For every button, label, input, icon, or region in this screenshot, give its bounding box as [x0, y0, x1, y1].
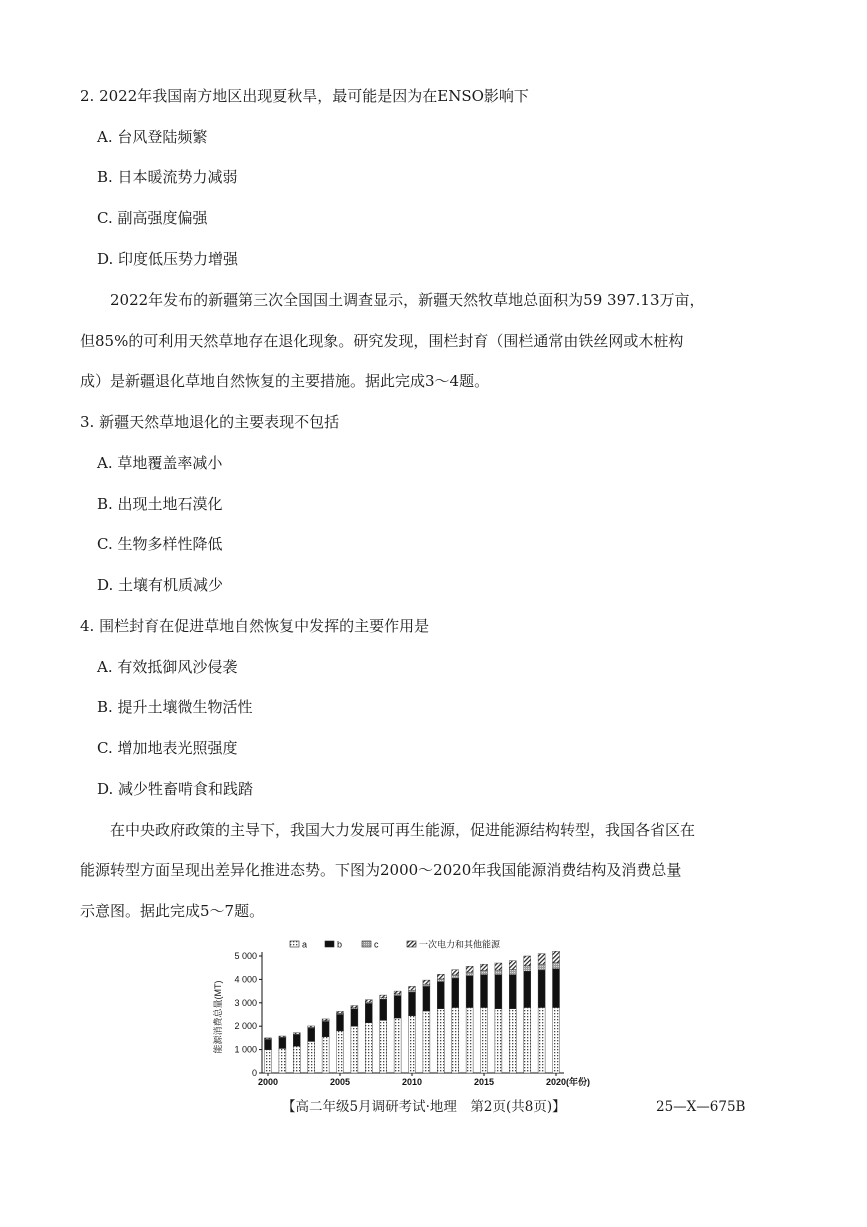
- bar-segment-b: [409, 992, 416, 1015]
- bar-segment-一次电力和其他能源: [409, 986, 416, 990]
- passage-1-line-2: 但85%的可利用天然草地存在退化现象。研究发现，围栏封育（围栏通常由铁丝网或木桩构: [80, 332, 684, 350]
- question-4-stem: 4. 围栏封育在促进草地自然恢复中发挥的主要作用是: [80, 617, 430, 635]
- bar-segment-a: [365, 1023, 372, 1073]
- bar-segment-b: [308, 1028, 315, 1041]
- y-tick-label: 0: [251, 1068, 257, 1078]
- passage-1-line-3: 成）是新疆退化草地自然恢复的主要措施。据此完成3～4题。: [80, 372, 490, 390]
- exam-code: 25—X—675B: [656, 1099, 746, 1115]
- bar-segment-a: [279, 1048, 286, 1073]
- y-tick-label: 5 000: [234, 951, 257, 961]
- legend-swatch-a: [290, 941, 299, 947]
- q4-option-c: C. 增加地表光照强度: [97, 739, 238, 757]
- bar-segment-一次电力和其他能源: [265, 1038, 272, 1039]
- bar-segment-b: [322, 1022, 329, 1037]
- y-axis: [234, 951, 262, 1078]
- legend-label-b: b: [337, 939, 343, 950]
- x-tick-label: 2010: [401, 1077, 423, 1087]
- bar-series: [265, 951, 560, 1073]
- bar-segment-一次电力和其他能源: [538, 954, 545, 965]
- y-axis-label: 能源消费总量(MT): [213, 980, 223, 1054]
- q2-option-d: D. 印度低压势力增强: [97, 250, 239, 268]
- q2-option-b: B. 日本暖流势力减弱: [97, 168, 238, 186]
- bar-segment-b: [524, 971, 531, 1007]
- question-3-stem: 3. 新疆天然草地退化的主要表现不包括: [80, 413, 340, 431]
- q4-option-b: B. 提升土壤微生物活性: [97, 698, 253, 716]
- bar-segment-一次电力和其他能源: [452, 970, 459, 975]
- energy-consumption-chart: [212, 938, 632, 1090]
- passage-2-line-2: 能源转型方面呈现出差异化推进态势。下图为2000～2020年我国能源消费结构及消费总量: [80, 861, 682, 879]
- bar-segment-一次电力和其他能源: [394, 991, 401, 994]
- bar-segment-c: [466, 972, 473, 976]
- bar-segment-一次电力和其他能源: [365, 1000, 372, 1002]
- bar-segment-b: [265, 1040, 272, 1050]
- bar-segment-b: [293, 1035, 300, 1046]
- bar-segment-a: [423, 1011, 430, 1073]
- q3-option-c: C. 生物多样性降低: [97, 535, 223, 553]
- bar-segment-c: [538, 964, 545, 970]
- legend-label-c: c: [374, 939, 379, 950]
- bar-segment-a: [265, 1050, 272, 1073]
- bar-segment-a: [524, 1007, 531, 1073]
- bar-segment-一次电力和其他能源: [293, 1033, 300, 1034]
- x-axis-label: (年份): [566, 1077, 590, 1087]
- bar-segment-a: [509, 1009, 516, 1073]
- legend-swatch-一次电力和其他能源: [407, 941, 416, 947]
- q4-option-d: D. 减少牲畜啃食和践踏: [97, 780, 254, 798]
- passage-1-line-1: 2022年发布的新疆第三次全国国土调查显示，新疆天然牧草地总面积为59 397.13万亩，: [110, 291, 705, 309]
- bar-segment-a: [466, 1007, 473, 1073]
- bar-segment-c: [553, 963, 560, 969]
- passage-2-line-1: 在中央政府政策的主导下，我国大力发展可再生能源，促进能源结构转型，我国各省区在: [110, 821, 696, 839]
- bar-segment-c: [365, 1002, 372, 1003]
- bar-segment-c: [394, 994, 401, 996]
- bar-segment-b: [495, 975, 502, 1009]
- bar-segment-b: [394, 996, 401, 1018]
- bar-segment-b: [509, 975, 516, 1009]
- bar-segment-b: [279, 1038, 286, 1049]
- question-2-stem: 2. 2022年我国南方地区出现夏秋旱，最可能是因为在ENSO影响下: [80, 87, 529, 105]
- bar-segment-一次电力和其他能源: [509, 961, 516, 970]
- bar-segment-a: [437, 1009, 444, 1073]
- bar-segment-a: [394, 1018, 401, 1073]
- q2-option-a: A. 台风登陆频繁: [97, 128, 208, 146]
- bar-segment-b: [538, 970, 545, 1007]
- bar-segment-a: [481, 1007, 488, 1073]
- q4-option-a: A. 有效抵御风沙侵袭: [97, 658, 238, 676]
- x-tick-label: 2015: [473, 1077, 495, 1087]
- legend-swatch-c: [362, 941, 371, 947]
- legend-swatch-b: [325, 941, 334, 947]
- bar-segment-一次电力和其他能源: [481, 964, 488, 970]
- bar-segment-a: [495, 1009, 502, 1073]
- bar-segment-a: [538, 1007, 545, 1073]
- bar-segment-c: [452, 975, 459, 978]
- bar-segment-c: [481, 971, 488, 975]
- bar-segment-一次电力和其他能源: [279, 1036, 286, 1037]
- y-tick-label: 4 000: [234, 974, 257, 985]
- bar-segment-一次电力和其他能源: [553, 951, 560, 962]
- x-tick-label: 2005: [329, 1077, 351, 1087]
- bar-segment-c: [423, 984, 430, 986]
- bar-segment-一次电力和其他能源: [524, 956, 531, 966]
- bar-segment-一次电力和其他能源: [495, 963, 502, 970]
- q2-option-c: C. 副高强度偏强: [97, 209, 208, 227]
- bar-segment-一次电力和其他能源: [322, 1019, 329, 1021]
- y-tick-label: 2 000: [234, 1021, 257, 1032]
- bar-segment-a: [409, 1016, 416, 1073]
- legend-label-一次电力和其他能源: 一次电力和其他能源: [419, 939, 501, 950]
- x-tick-label: 2020: [545, 1077, 567, 1087]
- bar-segment-b: [553, 969, 560, 1008]
- bar-segment-b: [481, 975, 488, 1008]
- bar-segment-a: [293, 1046, 300, 1073]
- bar-segment-a: [351, 1026, 358, 1073]
- bar-segment-a: [553, 1007, 560, 1073]
- bar-segment-b: [423, 986, 430, 1011]
- bar-segment-b: [365, 1004, 372, 1023]
- bar-segment-一次电力和其他能源: [380, 995, 387, 998]
- bar-segment-b: [437, 982, 444, 1009]
- bar-segment-一次电力和其他能源: [466, 966, 473, 972]
- bar-segment-一次电力和其他能源: [337, 1011, 344, 1013]
- x-tick-label: 2000: [257, 1077, 279, 1087]
- bar-segment-一次电力和其他能源: [437, 974, 444, 979]
- bar-segment-c: [409, 990, 416, 992]
- bar-segment-b: [452, 978, 459, 1007]
- x-axis: [258, 1073, 590, 1087]
- bar-segment-一次电力和其他能源: [308, 1026, 315, 1027]
- bar-segment-b: [337, 1015, 344, 1031]
- bar-segment-a: [322, 1037, 329, 1073]
- bar-segment-一次电力和其他能源: [423, 980, 430, 984]
- bar-segment-b: [351, 1009, 358, 1026]
- bar-segment-c: [437, 979, 444, 982]
- page-footer: 【高二年级5月调研考试·地理 第2页(共8页)】: [282, 1099, 566, 1115]
- bar-segment-c: [380, 998, 387, 1000]
- bar-segment-c: [495, 970, 502, 975]
- bar-segment-c: [509, 970, 516, 975]
- bar-segment-c: [524, 966, 531, 971]
- bar-segment-b: [466, 976, 473, 1008]
- q3-option-a: A. 草地覆盖率减小: [97, 454, 223, 472]
- bar-segment-a: [380, 1020, 387, 1073]
- chart-legend: [290, 939, 501, 950]
- legend-label-a: a: [302, 939, 308, 950]
- bar-segment-a: [337, 1031, 344, 1073]
- passage-2-line-3: 示意图。据此完成5～7题。: [80, 902, 265, 920]
- q3-option-b: B. 出现土地石漠化: [97, 495, 223, 513]
- bar-segment-一次电力和其他能源: [351, 1006, 358, 1008]
- bar-segment-b: [380, 999, 387, 1020]
- y-tick-label: 3 000: [234, 997, 257, 1008]
- q3-option-d: D. 土壤有机质减少: [97, 576, 224, 594]
- y-tick-label: 1 000: [234, 1044, 257, 1055]
- bar-segment-a: [308, 1041, 315, 1073]
- bar-segment-a: [452, 1007, 459, 1073]
